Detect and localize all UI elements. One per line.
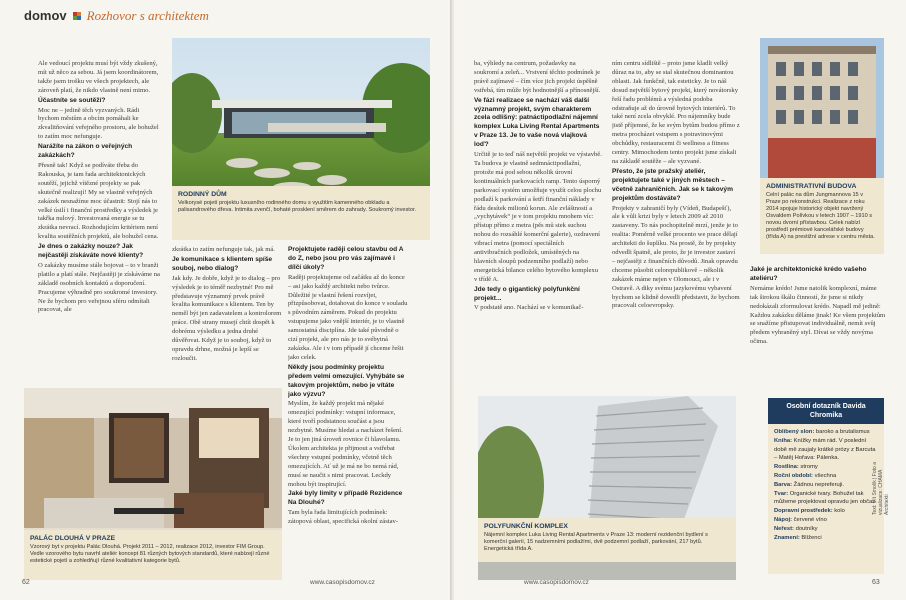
interview-question: Jaké byly limity v případě Rezidence Na Dlouhé?	[288, 490, 403, 507]
interview-answer: V podstatě ano. Nachází se v komunikač-	[474, 304, 584, 312]
site-url-right: www.casopisdomov.cz	[524, 579, 589, 586]
page-number-right: 63	[872, 579, 880, 586]
interview-answer: ba, výhledy na centrum, požadavky na soukromí a zeleň... Vrstvení těchto podmínek je právě zajímavé – čím více jich projekt úspěšně vstřebá, tím může být hodnotnější a přínosnější.	[474, 60, 601, 94]
questionnaire-item	[774, 507, 878, 516]
interview-answer: O zakázky musíme stále bojovat – to v branži platilo a platí stále. Nejčastěji je získáváme na základě osobních kontaktů a doporučení. Pracujeme výhradně pro soukromé investory. Ne že bychom pro veřejnou sféru odmítali pracovat, ale	[38, 261, 160, 314]
left-column-1	[38, 60, 162, 385]
questionnaire-key: Kniha:	[774, 437, 794, 444]
questionnaire-key: Rostlina:	[774, 464, 801, 471]
personal-questionnaire	[768, 398, 884, 574]
questionnaire-item	[774, 428, 878, 437]
admin-caption	[760, 178, 884, 254]
questionnaire-item	[774, 516, 878, 525]
interview-answer: Jak kdy. Je dobře, když je to dialog – pro výsledek je to téměř nezbytné! Pro mě představuje významný prvek právě kvalita komunikace s klientem. Ten by neměl být jen zadavatelem a kontrolorem práce. Obě strany musejí chtít dospět k dobrému výsledku a jedna druhé důvěřovat. Když je to souboj, když to opravdu drhne, možná je lepší se rozloučit.	[172, 274, 282, 362]
questionnaire-key: Nápoj:	[774, 516, 794, 523]
questionnaire-title: Osobní dotazník Davida Chromika	[768, 398, 884, 424]
house-caption-text: Velkorysé pojetí projektu luxusního rodinného domu s využitím kamenného obkladu a palisandrového dřeva. Intimita zvenčí, bohaté prosklení směrem do zahrady. Soukromý investor.	[178, 200, 417, 213]
complex-caption-title: POLYFUNKČNÍ KOMPLEX	[484, 523, 568, 530]
admin-caption-title: ADMINISTRATIVNÍ BUDOVA	[766, 183, 857, 190]
interview-question: Je dnes o zakázky nouze? Jak nejčastěji získáváte nové klienty?	[38, 243, 144, 260]
interview-answer: Projekty v zahraničí byly (Vídeň, Budapešť), ale k vůli krizi byly v letech 2009 až 2010 zastaveny. To nás pochopitelně mrzí, jenže je to realita: Poměrně velké procento we prace dělají architekti do šuplíku. Na prostě, že by projekty odvedli špatně, ale proto, že je investor zastaví – nejčastěji z finančních důvodů. Jinak opravdu chceme působit celorepublikově – několik zakázek máme nejen v Olomouci, ale i v Ostravě. A diky svému jazykovému vybavení bychom se klidně dovedli představit, že bychom pracovali celoevropsky.	[612, 204, 740, 310]
complex-caption-text: Nájemní komplex Luka Living Rental Apartments v Praze 13: moderní rezidenční bydlení s komerční galerií, 15 nadzemními podlažími, dvě podzemní podlaží, parkování, 217 bytů. Energetická třída A.	[484, 532, 708, 552]
logo-mark-icon	[73, 12, 81, 20]
interview-answer: Myslím, že každý projekt má nějaké omezující podmínky: vstupní informace, které tvoří podstatnou součást a jsou nezbytné. Musíme hledat a nacházet řešení. Je to jen jiná úroveň rovnice či hlavolamu. Úkolem architekta je přijmout a vstřebat všechny vstupní podmínky, včetně těch omezujících. Ať už je má ne bo nemá rád, musí se naučit s nimi pracovat. Leckdy mohou být inspirující.	[288, 400, 403, 488]
interview-answer: Určitě je to teď náš největší projekt ve výstavbě. Ta budova je vlastně sedmnáctipodlažní, protože má pod sebou několik úrovní kontinuálních parkovacích ramp. Tento úsporný parkovací systém umožňuje využít celou plochu podlaží k parkování a šetří finanční náklady v řádu desítek milionů korun. Ale zvláštností a „vychytávek“ je v tom projektu mnohem víc: přístup přímo z metra (pěs mů stek suchou nohou do rozsáhlé komerční galerie), ozdravení vibrací metra (pomocí speciálních antivibračních podložek, umístěných na hlavních sloupů podzemního podlaží) nebo energetická bilance celého bytového komplexu v třídě A.	[474, 151, 602, 283]
questionnaire-key: Neřest:	[774, 525, 796, 532]
interview-answer: Moc ne – jedině těch vyzvaných. Rádi bychom městům a obcím pomáhali ke zkvalitňování veřejného prostoru, ale bohužel to zatím moc nefunguje.	[38, 106, 159, 141]
interview-question: Někdy jsou podmínky projektu předem velmi omezující. Vyhýbáte se takovým projektům, nebo je vítáte jako výzvu?	[288, 363, 405, 398]
interview-question: Přesto, že jste pražský ateliér, projektujete také v jiných městech – včetně zahraničních. Jak se k takovým projektům dostáváte?	[612, 167, 733, 202]
questionnaire-list	[768, 424, 884, 546]
questionnaire-key: Roční období:	[774, 472, 815, 479]
interview-question: Jaké je architektonické krédo vašeho ateliéru?	[750, 266, 867, 282]
admin-caption-text: Celní palác na dům Jungmannova 15 v Praze po rekonstrukci. Realizace z roku 2014 spojuje historický objekt navržený Osvaldem Polívkou v letech 1907 – 1910 s novou dvorní přístavbou. Celek nabízí prostředí prémiové kancelářské budovy (třída A) na prestižní adrese v centru města.	[766, 192, 875, 240]
photo-credit: Text: Vít Smolík | Foto a vizualizace: CHAMA Architekti	[872, 462, 890, 515]
admin-building-photo	[760, 38, 884, 178]
questionnaire-value: všechna	[814, 472, 837, 479]
house-caption	[172, 186, 430, 240]
questionnaire-item	[774, 481, 878, 490]
questionnaire-key: Znamení:	[774, 534, 802, 541]
interview-question: Jde tedy o gigantický polyfunkční projekt...	[474, 285, 580, 302]
questionnaire-value: červené víno	[793, 516, 827, 523]
palace-caption	[24, 530, 282, 580]
interview-answer: Přesně tak! Když se podíváte třeba do Rakouska, je tam řada architektonických soutěží, jejichž vítězné projekty se pak skutečně realizují! My se vlastně veřejných zakázek nesnažíme moc účastnit: Stojí nás to velké úsilí i finanční prostředky a výsledek je takřka nulový. Investovaná energie se tu zkrátka nevrací. Rozhodujícím kritériem není kvalita soutěžních projektů, ale bohužel cena.	[38, 161, 159, 241]
questionnaire-key: Tvar:	[774, 490, 790, 497]
questionnaire-item	[774, 525, 878, 534]
questionnaire-value: kolo	[834, 508, 845, 515]
questionnaire-value: doutníky	[795, 525, 818, 532]
interview-question: Projektujete raději celou stavbu od A do Z, nebo jsou pro vás zajímavé i dílčí úkoly?	[288, 246, 404, 271]
questionnaire-key: Oblíbený slon:	[774, 429, 816, 435]
left-column-2	[172, 246, 282, 386]
left-page	[0, 0, 452, 600]
questionnaire-value: Knížky mám rád. V poslední době mě zaujaly krátké prózy z Barcuta – Matěj Hořava: Pálenka.	[774, 437, 876, 462]
interview-question: Je komunikace s klientem spíše souboj, nebo dialog?	[172, 255, 273, 272]
house-caption-title: RODINNÝ DŮM	[178, 191, 227, 198]
questionnaire-item	[774, 472, 878, 481]
questionnaire-value: baroko a brutalismus	[815, 429, 870, 435]
questionnaire-item	[774, 463, 878, 472]
right-column-3	[750, 266, 886, 394]
interview-answer: ním centru sídliště – proto jsme kladli velký důraz na to, aby se stal skutečnou dominantou oblasti. Jak funkčně, tak esteticky. Je to náš dosud největší bytový projekt, který novátorsky řeší řadu problémů a výsledná podoba odstraňuje až do úrovně bytových interiérů. To také není zcela obvyklé. Pro nájemníky bude jistě příjemné, že ke svým bytům budou přímo z metra procházet vstupem s potravinovými obchůdky, restauracemi či wellness a fitness centry. Mimochodem tento projekt jsme získali na základě soutěže – ale vyzvané.	[612, 60, 740, 165]
interview-answer: Raději projektujeme od začátku až do konce – asi jako každý architekt nebo tvůrce. Důležité je vlastní řešení rozvíjet, přizpůsobovat, dotahovat do konce v souladu s původním záměrem. Pokud do projektu vstupujeme jako vnější interiér, je to vlastně samostatná disciplína. Jde také původně o cizí projekt, ale pro nás je to svébytná zakázka. Ale i v tom případě jí chceme řešit jako celek.	[288, 273, 408, 361]
palace-caption-text: Vzorový byt v projektu Palác Dlouhá. Projekt 2011 – 2012, realizace 2012, investor FIM Group. Vedle vzorového bytu navrhl ateliér koncept 81 různých bytových standardů, které nabízejí různé estetické pojetí a zohledňují různé kvalitativní kategorie bytů.	[30, 544, 270, 564]
questionnaire-value: Žádnou nepreferuji.	[793, 481, 844, 488]
page-number-left: 62	[22, 579, 30, 586]
site-url-left: www.casopisdomov.cz	[310, 579, 375, 586]
questionnaire-value: stromy	[800, 464, 818, 471]
building-illustration	[760, 38, 884, 178]
interview-question: Účastníte se soutěží?	[38, 96, 106, 104]
questionnaire-item	[774, 490, 878, 508]
interview-answer: Ale vedoucí projektu musí být vždy zkušený, mít už něco za sebou. Já jsem koordinátorem, takže jsem trošku ve všech projektech, ale zároveň platí, že nikdo vlastně není mimo.	[38, 60, 159, 94]
interview-answer: zkrátka to zatím nefunguje tak, jak má.	[172, 246, 275, 253]
right-column-1	[474, 60, 602, 390]
interview-question: Ve fázi realizace se nachází váš další významný projekt, svým charakterem zcela odlišný: patnáctipodlažní nájemní komplex Luka Living Rental Apartments v Praze 13. Je to vaše nová vlajková loď?	[474, 96, 600, 149]
magazine-logo: domov	[24, 8, 67, 23]
questionnaire-key: Dopravní prostředek:	[774, 508, 835, 515]
questionnaire-item	[774, 437, 878, 463]
questionnaire-value: Blíženci	[801, 534, 822, 541]
questionnaire-value: Organické tvary. Bohužel tak můžeme projektovat opravdu jen občas.	[774, 490, 877, 506]
left-column-3	[288, 246, 408, 581]
page-header	[24, 8, 209, 28]
section-title: Rozhovor s architektem	[86, 8, 209, 23]
questionnaire-key: Barva:	[774, 481, 794, 488]
right-column-2	[612, 60, 740, 390]
complex-caption	[478, 518, 736, 562]
interview-answer: Tam byla řada limitujících podmínek: zátopová oblast, specifická okolní zástav-	[288, 509, 399, 526]
interview-question: Narážíte na zákon o veřejných zakázkách?	[38, 143, 133, 160]
palace-caption-title: PALÁC DLOUHÁ V PRAZE	[30, 535, 116, 542]
interview-answer: Nemáme krédo! Jsme natolik komplexní, máme tak širokou škálu činností, že jsme si nikdy nedokázali zformulovat krédo. Napadl mě jedině: Každou zakázku děláme jinak! Ke všem projektům se snažíme přistupovat individuálně, nemít svůj předem vyhraněný styl. Dívat se vždy novýma očima.	[750, 284, 886, 346]
questionnaire-item	[774, 534, 878, 543]
